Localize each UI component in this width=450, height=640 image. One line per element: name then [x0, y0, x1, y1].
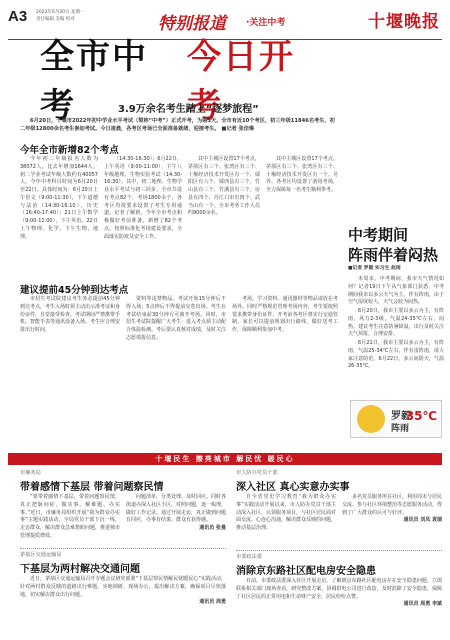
article1-heading: 今年全市新增82个考点 [20, 145, 119, 156]
article5-body: 近日，茅箭区交通运输局召开专题会议研究部署“下基层察民情解民忧暖民心”实践活动，针对两村群众反映的道路出行难题，实地调研，现场办公，提出解决方案，确保项目尽快落地，切实解决群众出行问题。 [20, 576, 226, 598]
page-number: A3 [8, 8, 28, 25]
header-editors: 责任编辑 美编 校对 [36, 16, 75, 22]
article1-col4 [266, 156, 338, 195]
article3-col2 [126, 494, 226, 533]
article6-byline: 通讯员 周勇 李斌 [403, 601, 442, 608]
divider [236, 550, 442, 551]
sidebar-heading-line2: 阵雨伴着闷热 [348, 245, 439, 264]
lede-byline: ■记者 张佳琳 [221, 125, 255, 132]
article3-col1 [20, 494, 120, 541]
weather-condition: 阵雨 [391, 424, 410, 434]
headline-part2: 今日开考 [187, 37, 295, 126]
sidebar-body [348, 276, 444, 372]
lede-paragraph [20, 118, 338, 134]
section-subtitle: ·关注中考 [246, 18, 286, 28]
weather-temp: 35℃ [405, 409, 437, 423]
article5-col [20, 576, 226, 607]
article4-col1 [236, 494, 336, 533]
sidebar-body-p1: 本周末，中考期间，我市天气情况如何？记者19日下午从气象部门获悉，中考期间我市以多云天气为主，伴有阵雨，由于空气湿度较大，天气会较为闷热。 [348, 276, 444, 306]
section-title: 特别报道 [158, 14, 226, 34]
article1-col3 [188, 156, 260, 218]
article2-col1 [20, 296, 120, 335]
article2-col2 [126, 296, 226, 343]
article4-heading: 深入社区 真心实意办实事 [236, 482, 350, 493]
headline-subtitle: 3.9万余名考生踏上“逐梦旅程” [118, 104, 259, 115]
article4-body: 自全省党史学习教育“我为群众办实事”实践活动开展以来，市人防办党员干部主动深入社区，认领服务项目，与社区居民面对面交流、心连心沟通，解决群众反映的问题，推动基层治理。 [236, 494, 337, 531]
article2-col3-text: 考场、学习资料、通讯器材等物品请放在考场外。同时严格规范管理考场内外，考生要按照要求携带身份证件，开考前各考区将实行交通管制，家长可以提前规划出行路线，做好送考工作，保障顺利参加中考。 [232, 296, 338, 333]
sidebar-body-p2: 6月20日，我市主要以多云为主，有阵雨，风力2-3级，气温24-35℃左右，闷热。建议考生注意防暑降温，出行及时关注天气预报，合理安排。 [348, 308, 444, 338]
article4-byline: 通讯员 刘凤 袁瑞 [403, 517, 442, 524]
newspaper-brand: 十堰晚报 [368, 12, 440, 32]
divider [20, 548, 226, 549]
article2-col2-text: 资料等违禁物品。考试开始15分钟后不得入场；5点钟后不得提前交卷出场。考生在考试结束前30分钟方可离开考场。同时，市招生考试院提醒广大考生：进入考点须主动配合体温检测。考后要认真核对成绩，及时关注志愿填报信息。 [126, 296, 227, 341]
sidebar-heading-line1: 中考期间 [348, 226, 409, 244]
article1-col2-text: （14:30-16:30）；6月22日，上午英语（9:00-11:00），下午八年级地理、生物实验考试（14:30-16:30）。其中，初二地理、生物学业水平考试与初三同步。全市共设有考点82个，考场1800余个，各考区均按要求设置了考生专用通道。记者了解到，今年全市考点积极做好考前准备，新增了82个考点，按照标准化考场建设要求，全面落实防疫及安全工作。 [104, 156, 182, 240]
sidebar-heading [348, 226, 444, 265]
article5-heading: 下基层为两村解决交通问题 [20, 564, 140, 575]
article6-heading: 消除京东路社区配电房安全隐患 [236, 566, 376, 577]
headline-part1: 全市中考 [40, 37, 148, 126]
article2-heading: 建议提前45分钟到达考点 [20, 285, 129, 296]
article4-body2: 多名党员服务所在社区，利用周末与居民交流、参与社区环境整治等志愿服务活动，得到了广大群众的认可与好评。 [342, 494, 443, 516]
article4-col2 [342, 494, 442, 525]
article5-byline: 通讯员 周勇 [199, 599, 226, 606]
header-meta [36, 10, 126, 24]
lede-text: 6月20日，十堰市2022年初中学业水平考试（简称“中考”）正式开考，为期3天。全市有近10个考区，初三年级11846名考生、初二年级12800余名考生参加考试。今日凌晨，各考区考场已全面准备就绪，迎接考生。 [20, 118, 335, 132]
article3-kicker: 市廉务局 [20, 470, 41, 476]
article2-col1-text: 市招生考试院建议考生务必提前45分钟到达考点，考生入场时须主动出示准考证和身份证件，自觉接受检查。考试期间严禁携带手机、智能手表等通讯设备入场。考生应合理安排出行时间， [20, 296, 121, 333]
sidebar-body-p3: 6月21日，我市主要以多云为主，有阵雨，气温25-34℃左右，伴有雷阵雨，请大家注意防范。6月22日，多云间阴天，气温26-35℃。 [348, 340, 444, 370]
sidebar-author: ■记者 罗毅 实习生 赵雨 [348, 266, 401, 271]
article6-kicker: 市委政法委 [236, 554, 262, 560]
article2-col3 [232, 296, 338, 335]
article6-body: 日前，市委政法委深入社区开展走访，了解到京东路社区配电房存在安全隐患问题，立即联系相关部门现场查看，研究整改方案，协调供电公司进行改造，及时消除了安全隐患，保障了社区居民的正常用电和生命财产安全，居民纷纷点赞。 [236, 578, 442, 600]
article3-byline: 通讯员 张曼 [199, 525, 226, 531]
sun-icon [357, 405, 385, 433]
article1-col1 [20, 156, 98, 241]
weather-graphic [350, 400, 442, 438]
article3-heading: 带着感情下基层 带着问题察民情 [20, 482, 164, 493]
article3-body: “要带着感情下基层，带着问题察民情，真正把脉问症，做实事、解难题、办实事。”近日，市廉务局组织开展“我为群众办实事”主题实践活动，全局党员干部下沉一线，走访群众，解决群众急难愁盼问题，推进城市管理提质增效。 [20, 494, 121, 539]
article1-col4-text: 其中主城区设置17个考点，茅箭区有三个、张湾区有三个、十堰经济技术开发区有一个。另外，各考区均设置了备用考场，全力保障每一名考生顺利参考。 [266, 156, 338, 193]
section-band: 十堰民生 擦亮城市 解民忧 暖民心 [8, 453, 442, 465]
weather-label: 罗毅 [391, 411, 411, 422]
article1-col1-text: 今年初三年级报名人数为38072人，比去年增加1644人。初二学业考试年级人数约有40057人。今年中考科目时间为6月20日至22日。具体时间为：6月20日上午语文（9:00-11:30），下午道德与法治（14:30-16:10）、历史（16:40-17:40）；21日上午数学（9:00-11:00），下午英语。22日上午物理、化学，下午生物、地理。 [20, 156, 98, 240]
article3-body2: 问题清单，分类处理、及时回应。同时各街道办深入社区小区，对照问题，逐一梳理，做好工作记录。通过开展走访，真正做到问题有回应，办事有结果，群众有获得感。 [126, 494, 227, 524]
header-date: 2022年6月20日 星期一 [36, 10, 85, 15]
article1-col3-text: 其中主城区设置17个考点，茅箭区有三个、张湾区有三个、十堰经济技术开发区有一个、郧阳区有六个、郧西县有三个、竹山县有三个、竹溪县有三个、房县有四个、丹江口市有四个、武当山有一个。全市考务工作人员约9000余名。 [188, 156, 260, 217]
article5-kicker: 茅箭区交通运输局 [20, 552, 62, 558]
article6-col [236, 578, 442, 609]
article4-kicker: 市人防办党员干部 [236, 470, 278, 476]
article1-col2 [104, 156, 182, 241]
